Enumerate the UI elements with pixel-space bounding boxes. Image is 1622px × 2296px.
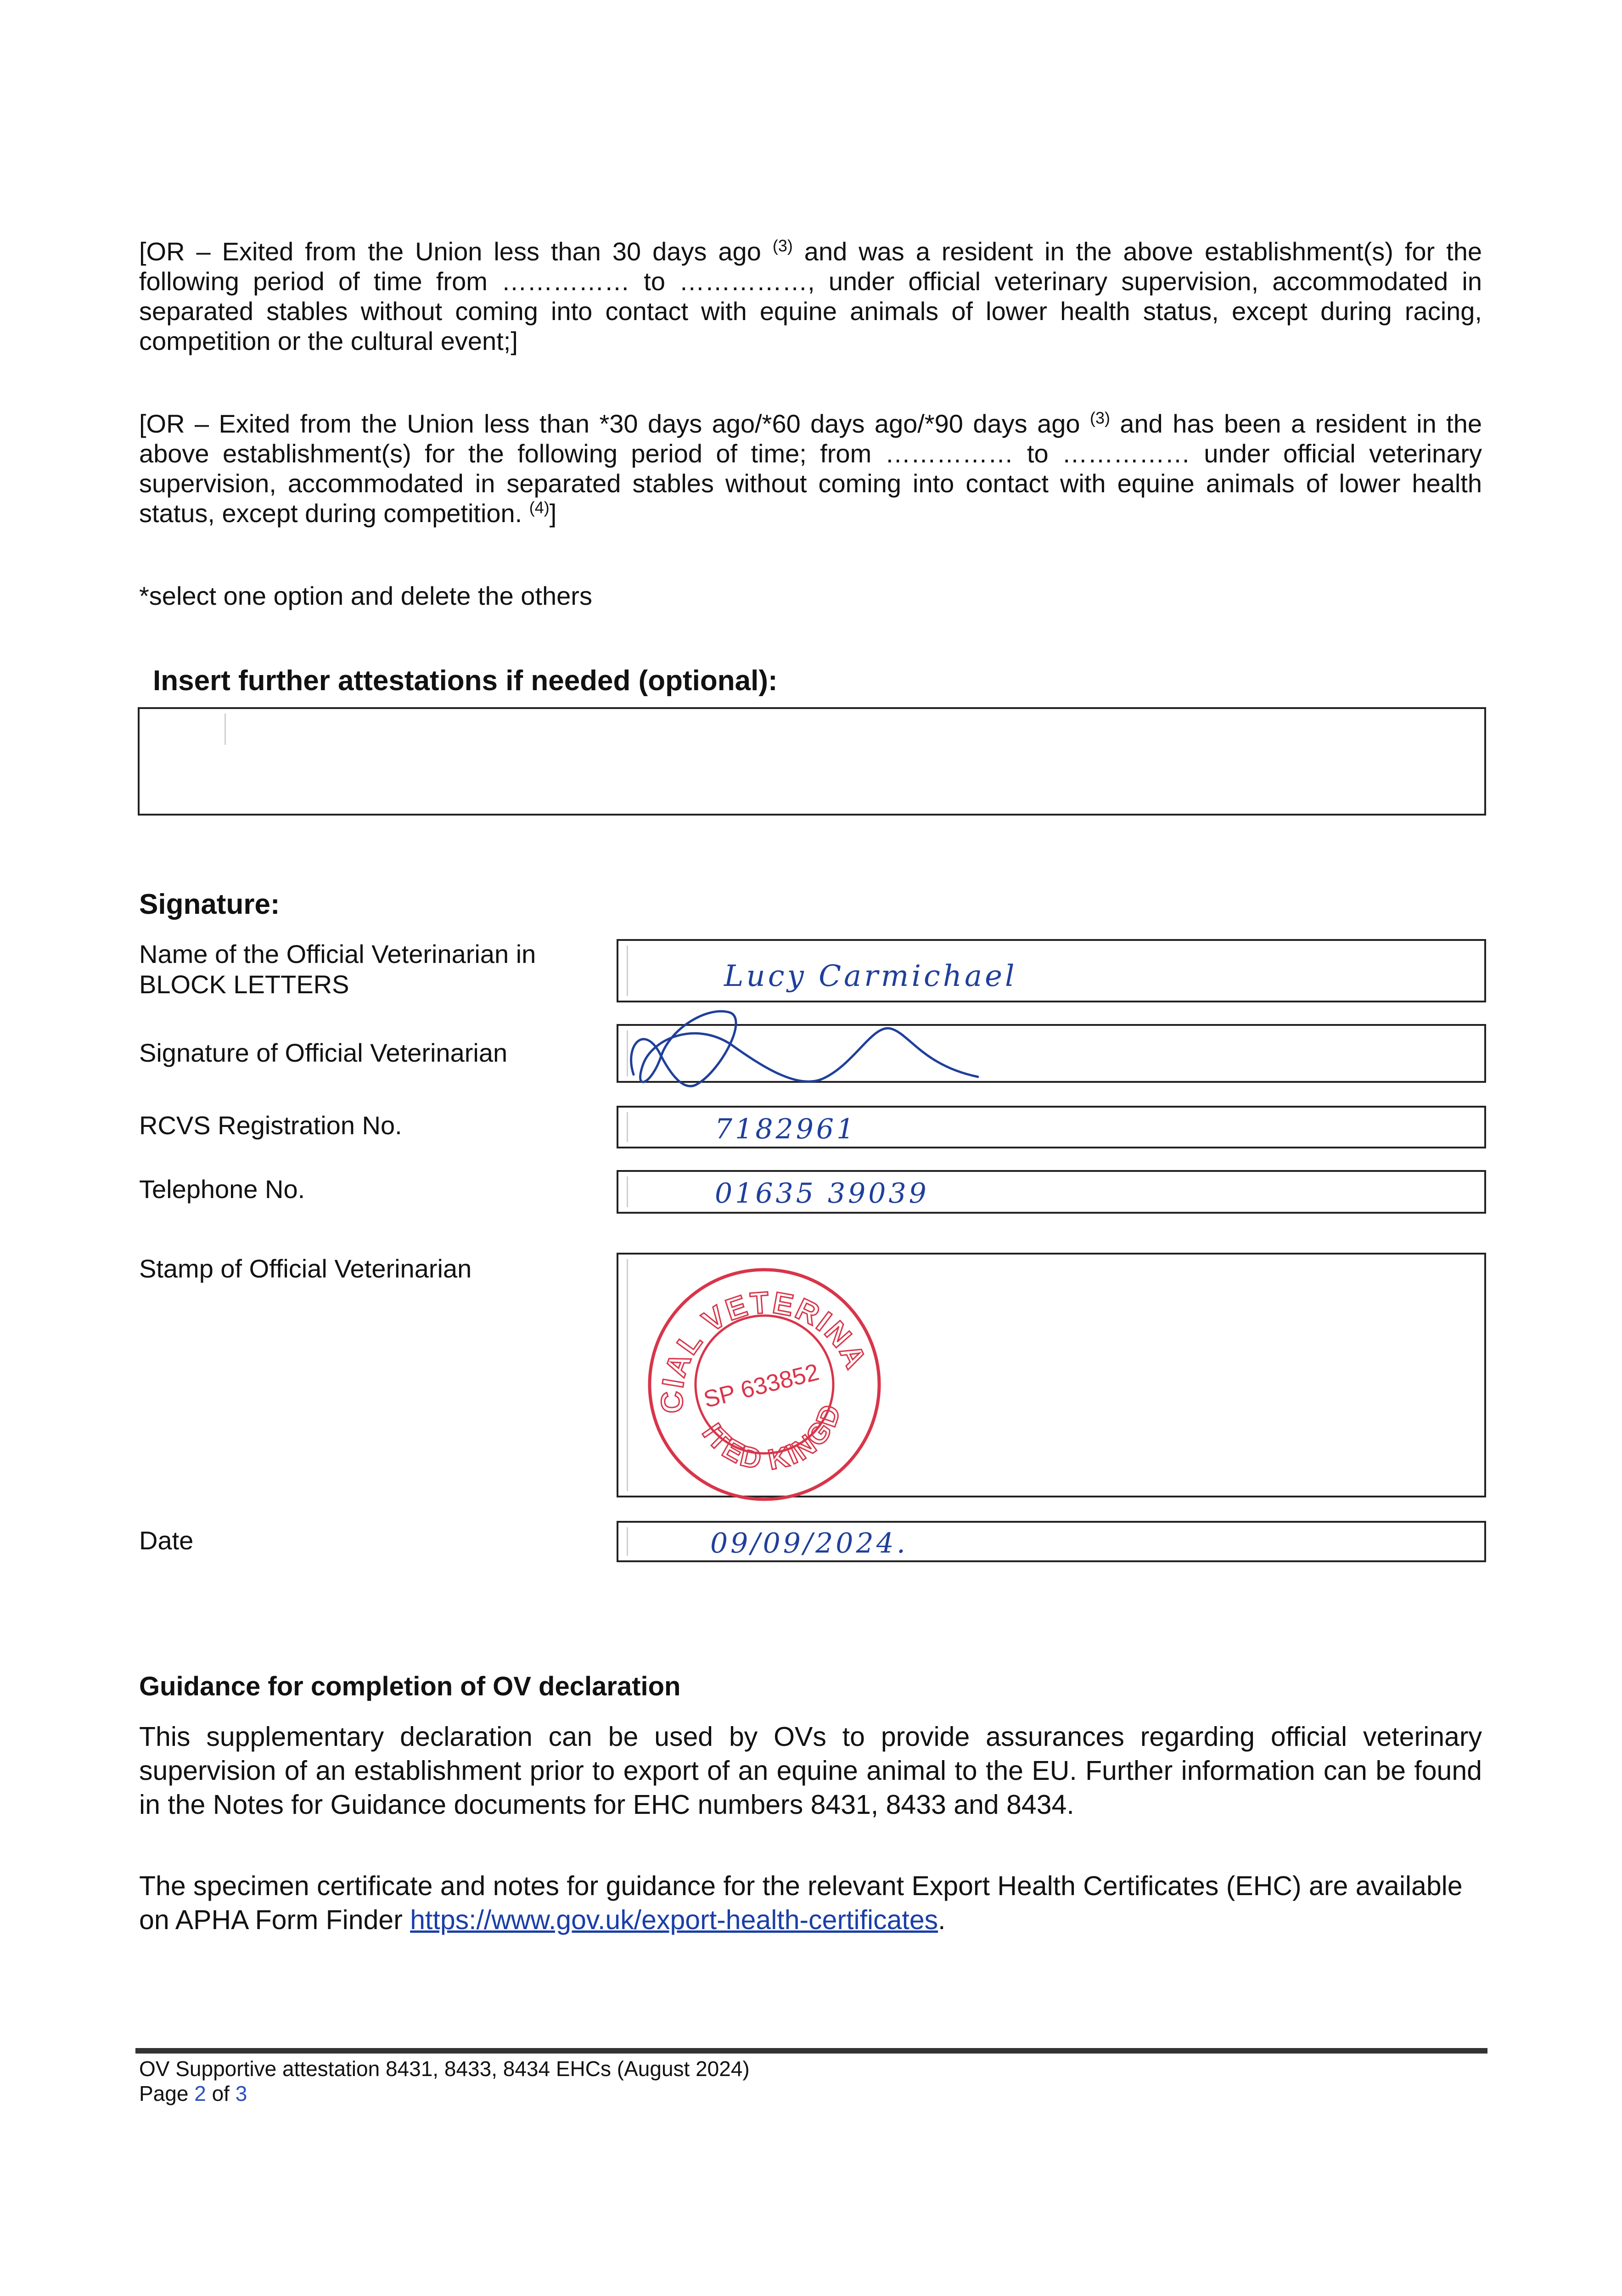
rcvs-value: 7182961	[715, 1113, 857, 1145]
guidance-paragraph-2: The specimen certificate and notes for guidance for the relevant Export Health Certificates (EHC) are available on APHA Form Finder https://www.gov.uk/export-health-certificates.	[139, 1871, 1463, 1935]
stamp-label: Stamp of Official Veterinarian	[139, 1254, 472, 1283]
signature-heading: Signature:	[139, 889, 280, 920]
further-attestations-heading: Insert further attestations if needed (optional):	[153, 665, 778, 697]
rcvs-field[interactable]	[617, 1106, 1486, 1148]
name-value: Lucy Carmichael	[724, 959, 1017, 993]
select-option-note: *select one option and delete the others	[139, 581, 592, 610]
telephone-label: Telephone No.	[139, 1175, 305, 1204]
name-label: Name of the Official Veterinarian in BLOCK LETTERS	[139, 940, 536, 999]
signature-label: Signature of Official Veterinarian	[139, 1038, 508, 1067]
or-multi-days-paragraph: [OR – Exited from the Union less than *30 days ago/*60 days ago/*90 days ago $^{(3)}$ and has been a resident in the above establishment(s) for the following period of time; from …………… to …………… under official veterinary supervision, accommodated in separated stables without coming into contact with equine animals of lower health status, except during competition. $^{(4)}$]	[139, 408, 1482, 528]
footer-divider	[135, 2048, 1487, 2054]
stamp-top-text: OFFICIAL VETERINARIAN	[654, 1285, 874, 1414]
stamp-number: SP 633852	[701, 1359, 822, 1413]
page-number: Page 2 of 3	[139, 2082, 247, 2105]
stamp-bottom-text: UNITED KINGDOM	[696, 1399, 848, 1476]
or-30-days-paragraph: [OR – Exited from the Union less than 30 days ago $^{(3)}$ and was a resident in the above establishment(s) for the following period of time from …………… to ……………, under official veterinary supervision, accommodated in separated stables without coming into contact with equine animals of lower health status, except during racing, competition or the cultural event;]	[139, 236, 1482, 355]
telephone-value: 01635 39039	[715, 1177, 929, 1210]
telephone-field[interactable]	[617, 1170, 1486, 1214]
guidance-paragraph-1: This supplementary declaration can be used by OVs to provide assurances regarding official veterinary supervision of an establishment prior to export of an equine animal to the EU. Further information can be found in the Notes for Guidance documents for EHC numbers 8431, 8433 and 8434.	[139, 1722, 1482, 1820]
further-attestations-field[interactable]	[138, 707, 1486, 816]
date-value: 09/09/2024.	[710, 1527, 908, 1559]
guidance-heading: Guidance for completion of OV declaration	[139, 1671, 681, 1701]
date-field[interactable]	[617, 1521, 1486, 1562]
rcvs-label: RCVS Registration No.	[139, 1111, 402, 1140]
official-stamp	[640, 1261, 888, 1508]
handwritten-signature	[615, 992, 1010, 1102]
footer-title: OV Supportive attestation 8431, 8433, 8434 EHCs (August 2024)	[139, 2057, 750, 2081]
export-health-certificates-link[interactable]: https://www.gov.uk/export-health-certificates	[410, 1905, 938, 1935]
date-label: Date	[139, 1526, 194, 1555]
